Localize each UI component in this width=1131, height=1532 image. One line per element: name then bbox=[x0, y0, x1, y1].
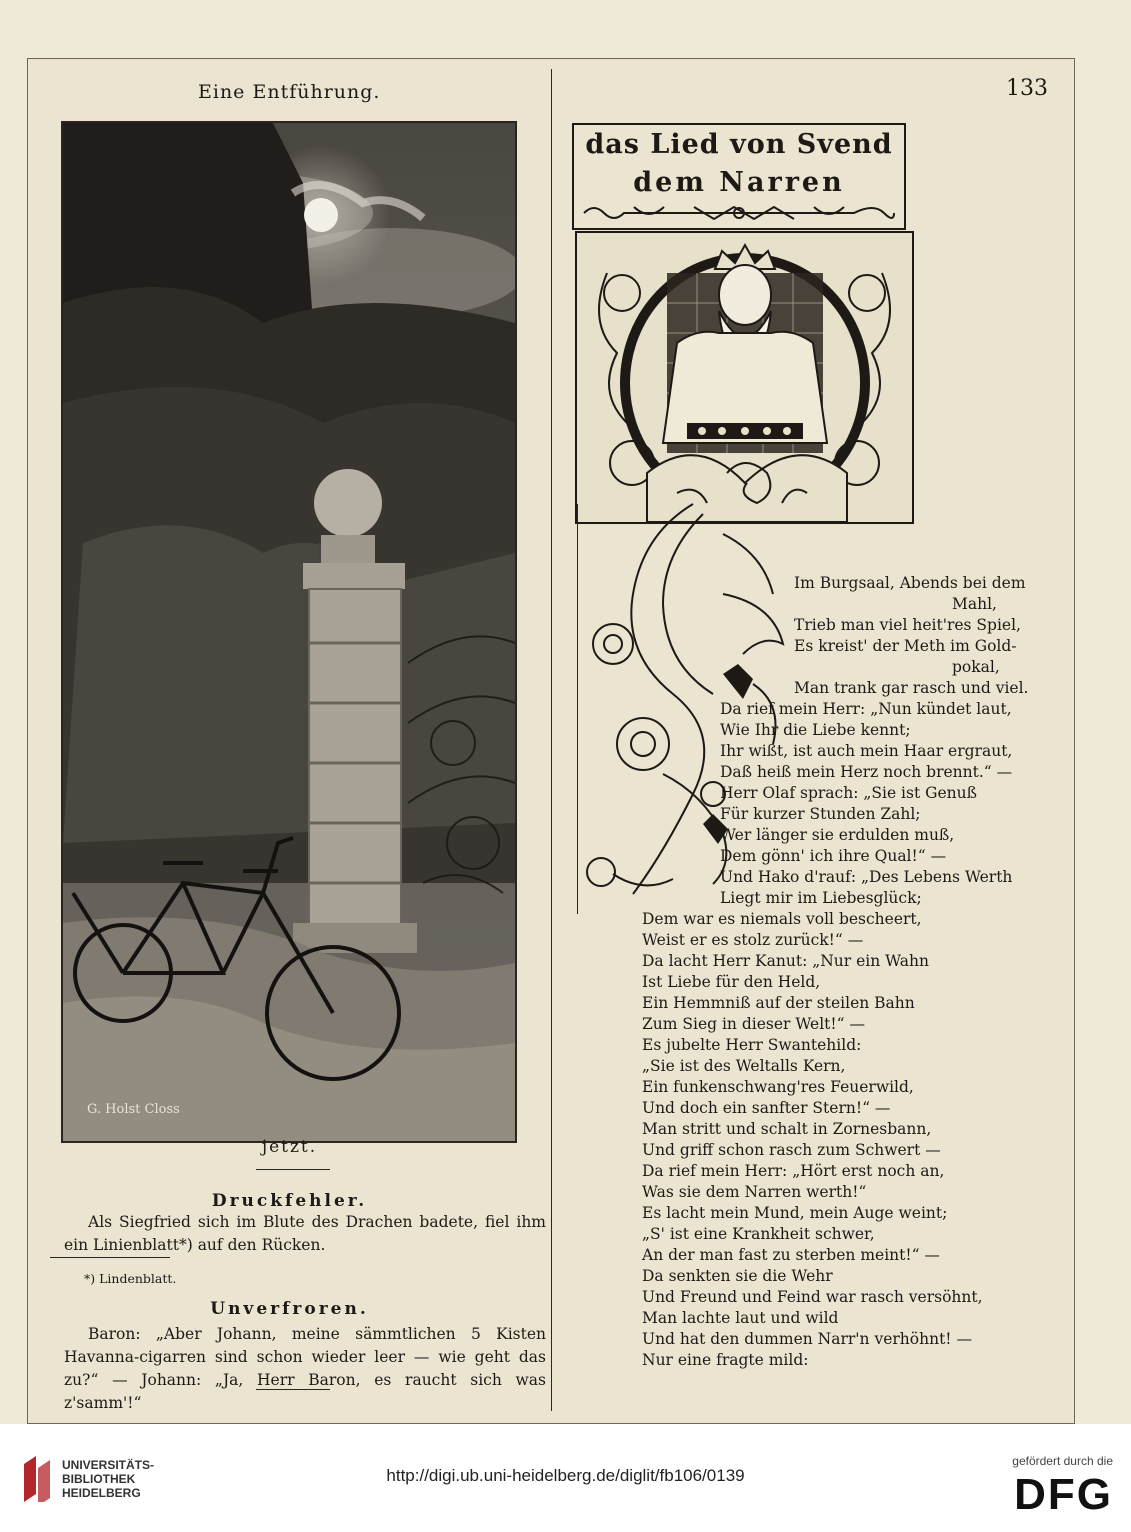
page-number: 133 bbox=[1006, 76, 1048, 101]
poem-line: Dem war es niemals voll bescheert, bbox=[642, 910, 922, 928]
poem-line: Wie Ihr die Liebe kennt; bbox=[720, 721, 911, 739]
magazine-page bbox=[27, 58, 1075, 1424]
permalink-url[interactable]: http://digi.ub.uni-heidelberg.de/diglit/fb106/0139 bbox=[386, 1466, 745, 1485]
poem-line: Man lachte laut und wild bbox=[642, 1309, 839, 1327]
title-flourish bbox=[574, 201, 904, 225]
illustration-caption: jetzt. bbox=[261, 1137, 318, 1157]
poem-line: Ein Hemmniß auf der steilen Bahn bbox=[642, 994, 915, 1012]
article-body-unverfroren: Baron: „Aber Johann, meine sämmtlichen 5 Kisten Havanna-cigarren sind schon wieder leer — wie geht das zu?“ — Johann: „Ja, Herr Baron, es raucht sich was z'samm'!“ bbox=[64, 1325, 546, 1412]
poem-line: Dem gönn' ich ihre Qual!“ — bbox=[720, 847, 947, 865]
poem-text bbox=[28, 574, 1074, 1404]
moon bbox=[304, 198, 338, 232]
poem-line: Und griff schon rasch zum Schwert — bbox=[642, 1141, 941, 1159]
dfg-logo: DFG bbox=[1014, 1470, 1113, 1519]
poem-line: Und Hako d'rauf: „Des Lebens Werth bbox=[720, 868, 1013, 886]
poem-line: Da rief mein Herr: „Hört erst noch an, bbox=[642, 1162, 945, 1180]
poem-line: Es kreist' der Meth im Gold- bbox=[794, 637, 1017, 655]
poem-line: Und Freund und Feind war rasch versöhnt, bbox=[642, 1288, 983, 1306]
poem-line: Was sie dem Narren werth!“ bbox=[642, 1183, 867, 1201]
poem-line: Daß heiß mein Herz noch brennt.“ — bbox=[720, 763, 1013, 781]
poem-line: Herr Olaf sprach: „Sie ist Genuß bbox=[720, 784, 977, 802]
poem-line: Zum Sieg in dieser Welt!“ — bbox=[642, 1015, 865, 1033]
poem-title-box bbox=[572, 123, 906, 230]
funded-by-label: gefördert durch die bbox=[1012, 1454, 1113, 1468]
poem-title-line1: das Lied von Svend bbox=[585, 129, 893, 160]
poem-line: Liegt mir im Liebesglück; bbox=[720, 889, 922, 907]
poem-line: Da rief mein Herr: „Nun kündet laut, bbox=[720, 700, 1012, 718]
poem-line: Da senkten sie die Wehr bbox=[642, 1267, 833, 1285]
poem-line: „S' ist eine Krankheit schwer, bbox=[642, 1225, 875, 1243]
digitization-footer bbox=[0, 1424, 1131, 1532]
footnote: *) Lindenblatt. bbox=[84, 1271, 177, 1286]
library-name: UNIVERSITÄTS- BIBLIOTHEK HEIDELBERG bbox=[62, 1458, 155, 1500]
poem-line: Für kurzer Stunden Zahl; bbox=[720, 805, 921, 823]
poem-line: Nur eine fragte mild: bbox=[642, 1351, 809, 1369]
poem-line: Es jubelte Herr Swantehild: bbox=[642, 1036, 862, 1054]
poem-line: Ist Liebe für den Held, bbox=[642, 973, 821, 991]
article-heading-druckfehler: Druckfehler. bbox=[211, 1191, 368, 1211]
article-heading-unverfroren: Unverfroren. bbox=[210, 1299, 369, 1319]
poem-line: Im Burgsaal, Abends bei dem bbox=[794, 574, 1026, 592]
poem-title-line2: dem Narren bbox=[633, 167, 845, 198]
poem-line: Man stritt und schalt in Zornesbann, bbox=[642, 1120, 932, 1138]
seated-king-drawing bbox=[577, 233, 912, 522]
poem-line: pokal, bbox=[952, 658, 1000, 676]
poem-line: Man trank gar rasch und viel. bbox=[794, 679, 1029, 697]
poem-line: Es lacht mein Mund, mein Auge weint; bbox=[642, 1204, 948, 1222]
poem-line: Und doch ein sanfter Stern!“ — bbox=[642, 1099, 891, 1117]
poem-line: Und hat den dummen Narr'n verhöhnt! — bbox=[642, 1330, 972, 1348]
poem-line: Ihr wißt, ist auch mein Haar ergraut, bbox=[720, 742, 1013, 760]
decorated-initial-J bbox=[575, 231, 914, 524]
poem-line: Mahl, bbox=[952, 595, 997, 613]
svg-text:G. Holst Closs: G. Holst Closs bbox=[87, 1102, 180, 1117]
poem-line: Ein funkenschwang'res Feuerwild, bbox=[642, 1078, 914, 1096]
poem-line: Wer länger sie erdulden muß, bbox=[720, 826, 955, 844]
poem-line: An der man fast zu sterben meint!“ — bbox=[642, 1246, 940, 1264]
article-body-druckfehler: Als Siegfried sich im Blute des Drachen badete, fiel ihm ein Linienblatt*) auf den Rücken. bbox=[64, 1213, 546, 1254]
gate-finial bbox=[314, 469, 382, 537]
running-title: Eine Entführung. bbox=[198, 81, 381, 103]
poem-line: Weist er es stolz zurück!“ — bbox=[642, 931, 864, 949]
poem-line: Da lacht Herr Kanut: „Nur ein Wahn bbox=[642, 952, 929, 970]
poem-line: Trieb man viel heit'res Spiel, bbox=[794, 616, 1021, 634]
poem-line: „Sie ist des Weltalls Kern, bbox=[642, 1057, 846, 1075]
